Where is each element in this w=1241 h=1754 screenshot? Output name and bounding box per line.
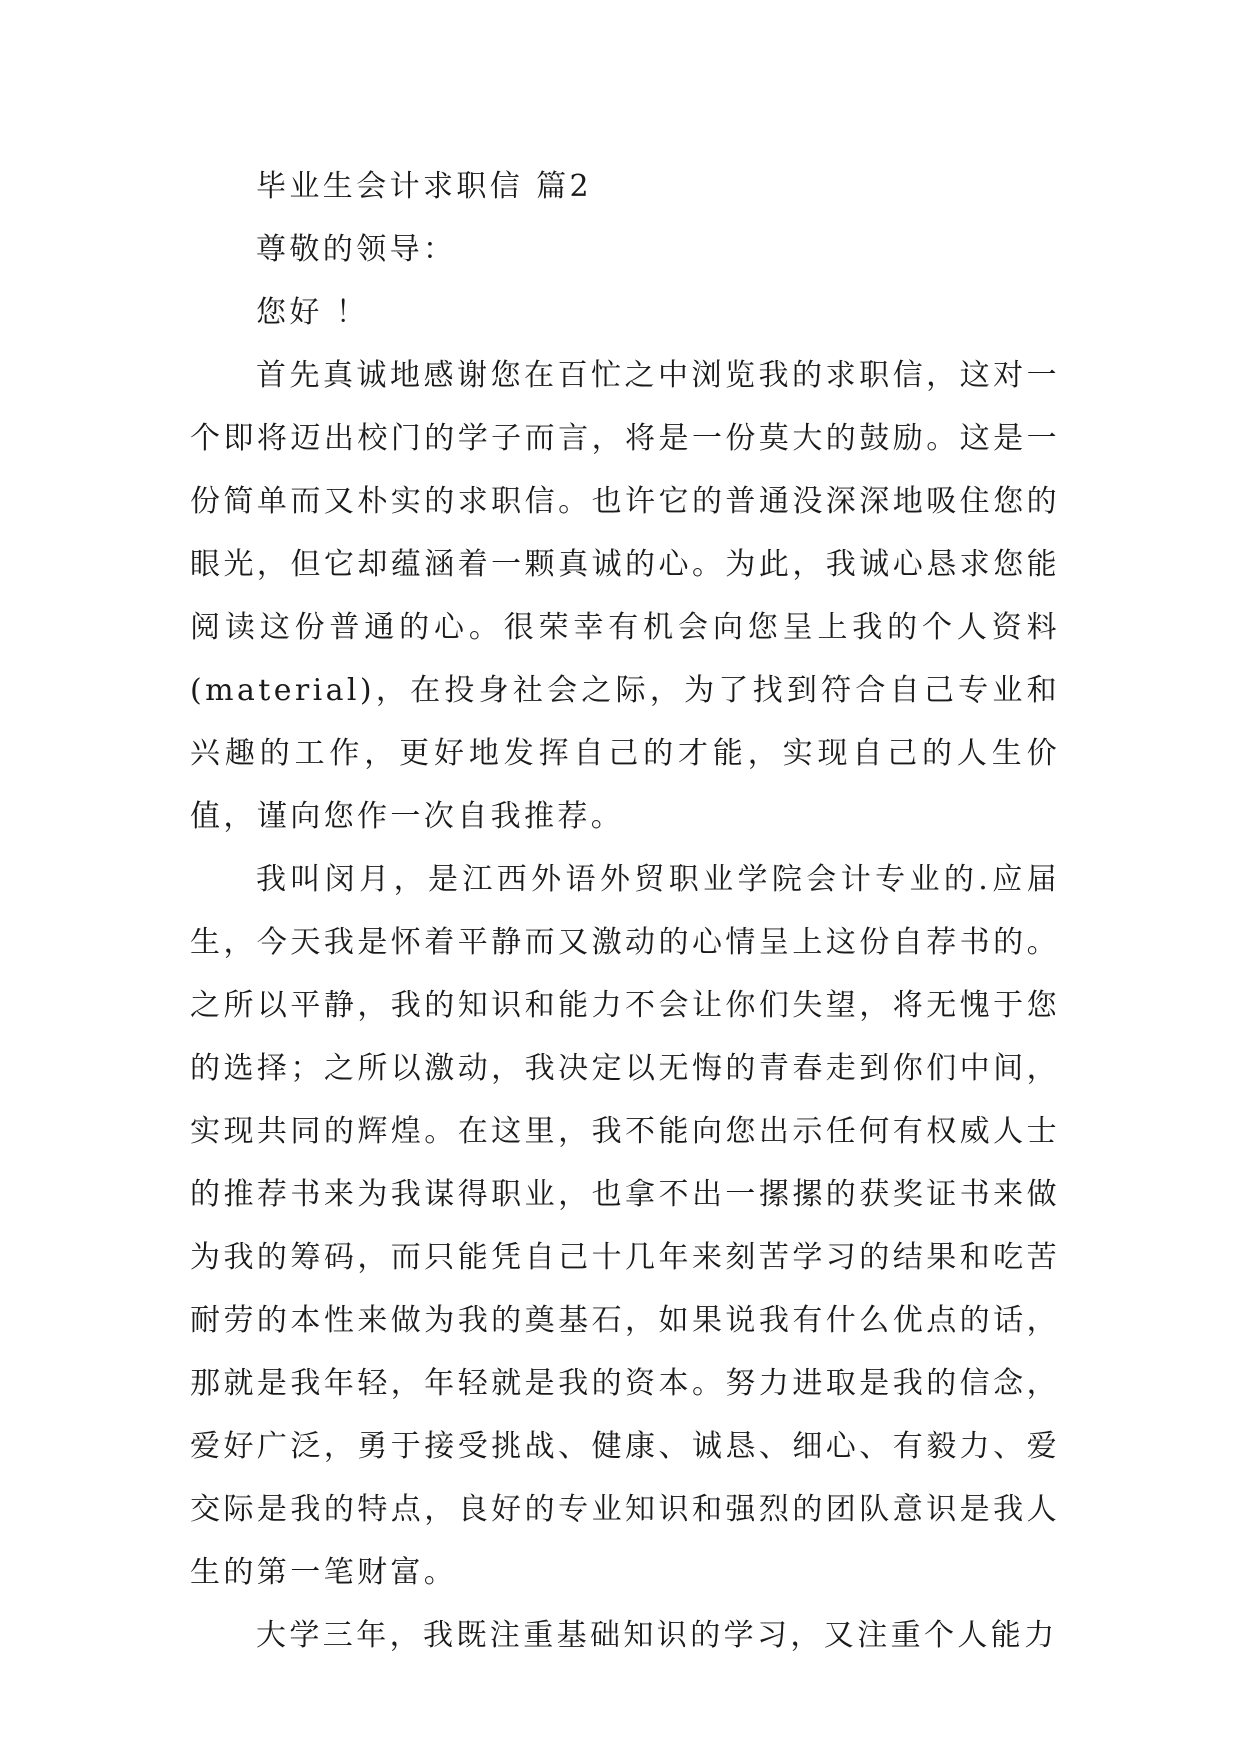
letter-heading: 毕业生会计求职信 篇2	[256, 169, 593, 204]
greeting: 您好 ！	[256, 295, 370, 330]
paragraph-self-introduction: 我叫闵月，是江西外语外贸职业学院会计专业的.应届生，今天我是怀着平静而又激动的心情呈上这份自荐书的。之所以平静，我的知识和能力不会让你们失望，将无愧于您的选择；之所以激动，我决定以无悔的青春走到你们中间，实现共同的辉煌。在这里，我不能向您出示任何有权威人士的推荐书来为我谋得职业，也拿不出一摞摞的获奖证书来做为我的筹码，而只能凭自己十几年来刻苦学习的结果和吃苦耐劳的本性来做为我的奠基石，如果说我有什么优点的话，那就是我年轻，年轻就是我的资本。努力进取是我的信念，爱好广泛，勇于接受挑战、健康、诚恳、细心、有毅力、爱交际是我的特点，良好的专业知识和强烈的团队意识是我人生的第一笔财富。	[190, 862, 1060, 1590]
letter-body	[190, 155, 1060, 1667]
paragraph-intro: 首先真诚地感谢您在百忙之中浏览我的求职信，这对一个即将迈出校门的学子而言，将是一份莫大的鼓励。这是一份简单而又朴实的求职信。也许它的普通没深深地吸住您的眼光，但它却蕴涵着一颗真诚的心。为此，我诚心恳求您能阅读这份普通的心。很荣幸有机会向您呈上我的个人资料(material)，在投身社会之际，为了找到符合自己专业和兴趣的工作，更好地发挥自己的才能，实现自己的人生价值，谨向您作一次自我推荐。	[190, 358, 1060, 834]
salutation: 尊敬的领导：	[256, 232, 457, 267]
paragraph-university: 大学三年，我既注重基础知识的学习，又注重个人能力	[256, 1618, 1058, 1653]
